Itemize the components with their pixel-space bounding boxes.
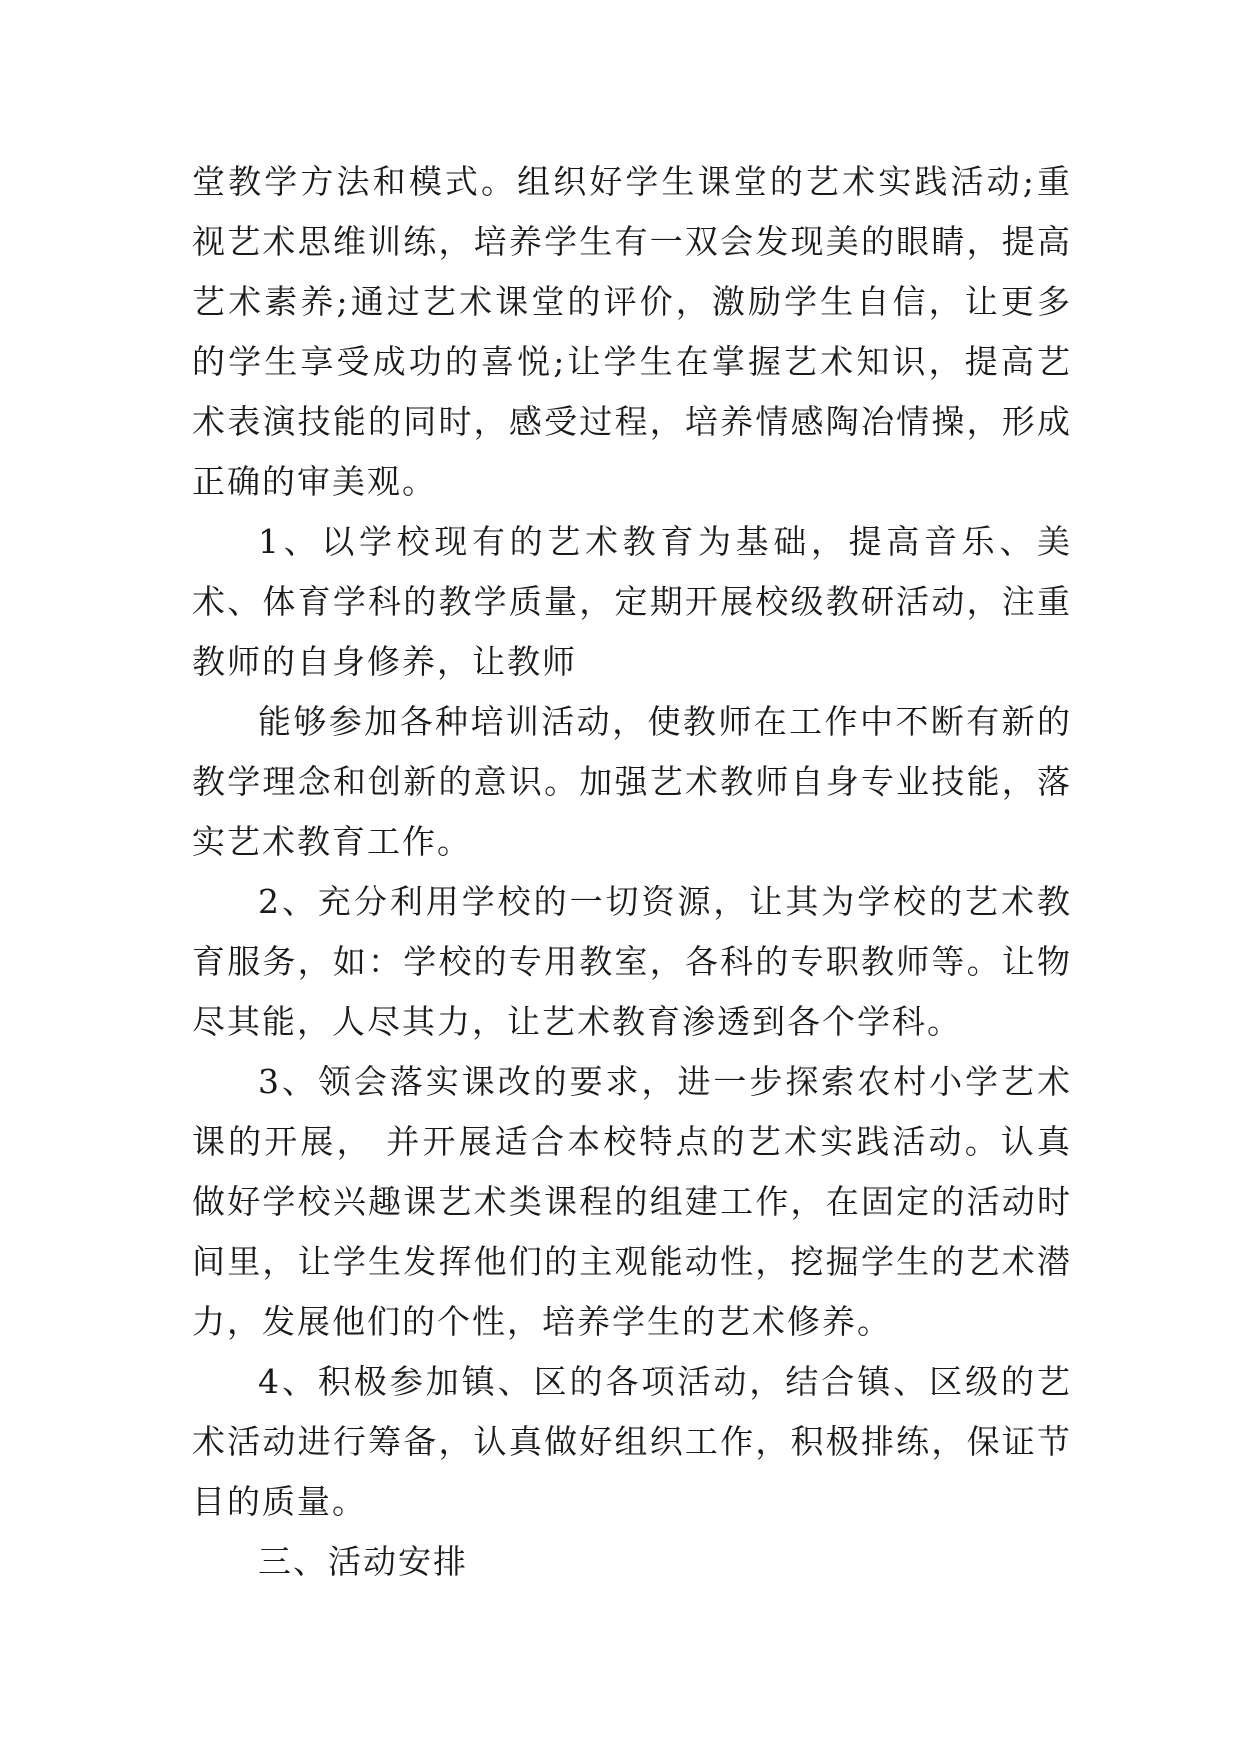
document-body xyxy=(192,152,1072,1592)
paragraph-continued: 堂教学方法和模式。组织好学生课堂的艺术实践活动;重视艺术思维训练，培养学生有一双会发现美的眼睛，提高艺术素养;通过艺术课堂的评价，激励学生自信，让更多的学生享受成功的喜悦;让学生在掌握艺术知识，提高艺术表演技能的同时，感受过程，培养情感陶冶情操，形成正确的审美观。 xyxy=(192,162,1072,501)
section-heading-activity-arrangement: 三、活动安排 xyxy=(258,1542,468,1581)
paragraph-item-1-continued: 能够参加各种培训活动，使教师在工作中不断有新的教学理念和创新的意识。加强艺术教师自身专业技能，落实艺术教育工作。 xyxy=(192,702,1072,861)
paragraph-item-3: 3、领会落实课改的要求，进一步探索农村小学艺术课的开展， 并开展适合本校特点的艺术实践活动。认真做好学校兴趣课艺术类课程的组建工作，在固定的活动时间里，让学生发挥他们的主观能动性，挖掘学生的艺术潜力，发展他们的个性，培养学生的艺术修养。 xyxy=(192,1062,1072,1341)
paragraph-item-4: 4、积极参加镇、区的各项活动，结合镇、区级的艺术活动进行筹备，认真做好组织工作，积极排练，保证节目的质量。 xyxy=(192,1362,1072,1521)
paragraph-item-1: 1、以学校现有的艺术教育为基础，提高音乐、美术、体育学科的教学质量，定期开展校级教研活动，注重教师的自身修养，让教师 xyxy=(192,522,1072,681)
paragraph-item-2: 2、充分利用学校的一切资源，让其为学校的艺术教育服务，如：学校的专用教室，各科的专职教师等。让物尽其能，人尽其力，让艺术教育渗透到各个学科。 xyxy=(192,882,1072,1041)
